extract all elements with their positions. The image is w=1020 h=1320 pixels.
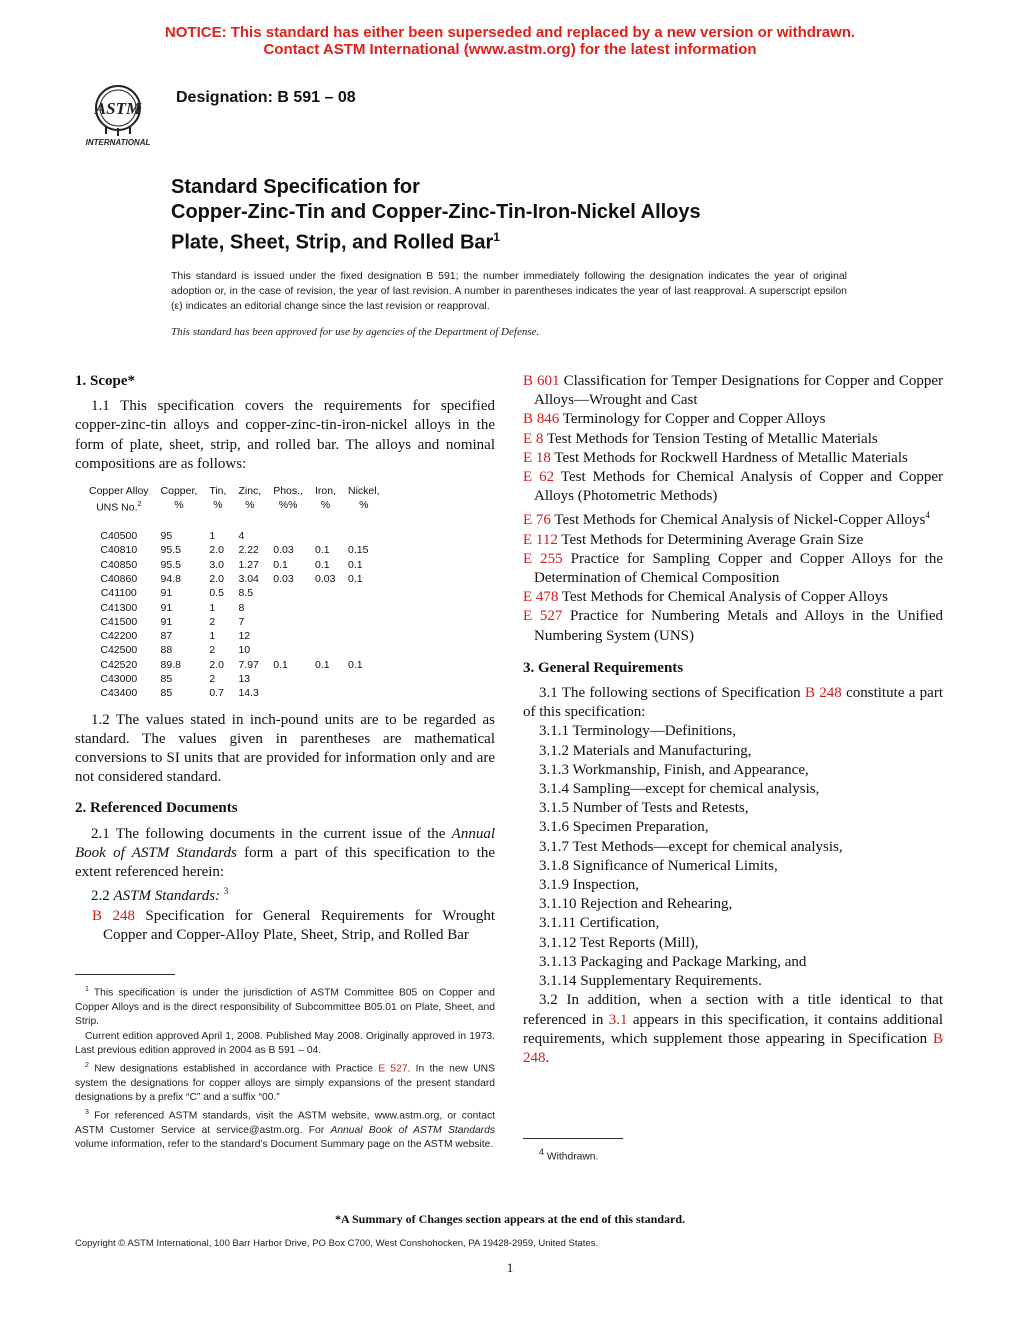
reference-link[interactable]: E 8 xyxy=(523,430,544,447)
table-cell: C41300 xyxy=(100,601,138,614)
footnote-rule xyxy=(75,974,175,975)
table-cell xyxy=(309,629,342,643)
general-heading: 3. General Requirements xyxy=(523,659,684,676)
column-header xyxy=(83,484,155,515)
footnote-mark: 1 xyxy=(85,986,89,993)
footnote-mark: 4 xyxy=(539,1147,545,1157)
table-cell: C42520 xyxy=(100,658,138,671)
column-header xyxy=(342,484,386,515)
scope-paragraph-1-2: 1.2 The values stated in inch-pound units are to be regarded as standard. The values given in parentheses are mathematical conversions to SI units that are provided for information only and are not considered standard. xyxy=(75,711,495,786)
reference-title: Test Methods for Chemical Analysis of Copper Alloys xyxy=(558,589,888,606)
text-span: Withdrawn. xyxy=(544,1151,599,1163)
general-paragraph-3-2 xyxy=(523,991,943,1068)
table-cell: 91 xyxy=(160,601,173,614)
right-column xyxy=(523,372,943,1068)
notice-line-1: NOTICE: This standard has either been superseded and replaced by a new version or withdrawn. xyxy=(164,24,856,41)
reference-link[interactable]: E 527 xyxy=(378,1063,408,1075)
header-line: Copper Alloy xyxy=(89,485,149,498)
column-header xyxy=(267,484,309,515)
title-line-2: Copper-Zinc-Tin and Copper-Zinc-Tin-Iron-Nickel Alloys xyxy=(171,201,701,223)
list-item: 3.1.3 Workmanship, Finish, and Appearance, xyxy=(539,761,809,778)
table-cell: C43400 xyxy=(100,687,138,700)
text-span: 3.2 In addition, when a section with a title identical to that referenced in xyxy=(523,992,943,1028)
table-row xyxy=(83,686,386,700)
reference-title: Test Methods for Chemical Analysis of Copper and Copper Alloys (Photometric Methods) xyxy=(534,469,943,505)
table-cell: 1 xyxy=(209,630,216,643)
table-cell: 2.0 xyxy=(209,573,224,585)
footnote-2 xyxy=(75,1059,495,1106)
table-cell: 91 xyxy=(160,587,173,600)
table-cell: 2.22 xyxy=(238,544,259,557)
footnotes xyxy=(75,974,495,1153)
table-cell xyxy=(267,686,309,700)
table-cell: 2.0 xyxy=(209,658,224,671)
table-body xyxy=(83,515,386,701)
reference-title: Test Methods for Determining Average Grain Size xyxy=(557,531,864,548)
text-span: For referenced ASTM standards, visit the ASTM website, www.astm.org, or contact ASTM Customer Service at service@astm.org. For xyxy=(75,1110,495,1136)
reference-title: Test Methods for Tension Testing of Metallic Materials xyxy=(543,430,878,447)
table-cell xyxy=(309,601,342,615)
reference-link[interactable]: E 255 xyxy=(523,550,563,567)
list-item: 3.1.2 Materials and Manufacturing, xyxy=(539,742,752,759)
table-cell: 0.1 xyxy=(348,558,363,571)
table-cell xyxy=(342,586,386,600)
reference-title: Specification for General Requirements for Wrought Copper and Copper-Alloy Plate, Sheet, Strip, and Rolled Bar xyxy=(103,907,495,943)
reference-list-right xyxy=(523,372,943,646)
list-item: 3.1.11 Certification, xyxy=(539,915,660,932)
table-cell: C42500 xyxy=(100,644,138,657)
list-item: 3.1.9 Inspection, xyxy=(539,877,639,894)
list-item: 3.1.4 Sampling—except for chemical analysis, xyxy=(539,781,820,798)
footnote-mark: 2 xyxy=(85,1061,89,1069)
table-cell: 1.27 xyxy=(238,558,259,571)
table-cell xyxy=(309,529,342,543)
footnote-mark: 4 xyxy=(925,510,930,521)
title-footnote-mark: 1 xyxy=(493,230,500,244)
table-cell xyxy=(267,601,309,615)
footnote-mark: 3 xyxy=(223,886,229,897)
table-cell: 3.0 xyxy=(209,558,224,571)
astm-logo-icon xyxy=(76,76,160,148)
text-span: . xyxy=(545,1049,550,1066)
footnote-mark: 2 xyxy=(137,501,142,509)
page-number: 1 xyxy=(506,1260,514,1275)
title-line-1: Standard Specification for xyxy=(171,176,420,198)
table-row xyxy=(83,543,386,557)
dod-approval-note: This standard has been approved for use by agencies of the Department of Defense. xyxy=(171,326,540,338)
footnote-1 xyxy=(75,983,495,1030)
header-line: Nickel, xyxy=(348,485,380,498)
table-row xyxy=(83,529,386,543)
table-cell: 0.03 xyxy=(273,573,294,585)
header-line: % xyxy=(359,499,369,512)
table-cell: 0.1 xyxy=(315,544,330,557)
footnote-3 xyxy=(75,1106,495,1153)
reference-link[interactable]: E 478 xyxy=(523,589,559,606)
header-line: Phos., xyxy=(273,485,303,498)
table-cell: 0.1 xyxy=(348,573,363,585)
reference-item xyxy=(523,531,943,550)
table-cell: C40500 xyxy=(100,530,138,543)
reference-item xyxy=(523,468,943,506)
title-line-3: Plate, Sheet, Strip, and Rolled Bar xyxy=(171,231,494,254)
table-cell: 0.7 xyxy=(209,687,224,700)
table-cell: C41100 xyxy=(100,587,137,600)
table-cell xyxy=(267,672,309,686)
general-paragraph-3-1 xyxy=(523,684,943,722)
alloy-composition-table xyxy=(83,484,386,701)
list-item: 3.1.1 Terminology—Definitions, xyxy=(539,723,736,740)
table-cell: 14.3 xyxy=(238,687,259,700)
header-line: Tin, xyxy=(209,485,227,498)
text-span: This specification is under the jurisdiction of ASTM Committee B05 on Copper and Copper Alloys and is the direct responsibility of Subcommittee B05.01 on Plate, Sheet, and Strip. xyxy=(75,987,495,1028)
table-cell: 89.8 xyxy=(160,658,181,671)
table-row xyxy=(83,615,386,629)
reference-title: Test Methods for Rockwell Hardness of Metallic Materials xyxy=(550,449,908,466)
refdocs-heading: 2. Referenced Documents xyxy=(75,800,238,817)
section-link[interactable]: 3.1 xyxy=(608,1011,628,1028)
table-cell: 2.0 xyxy=(209,544,224,557)
table-cell: 2 xyxy=(209,615,216,628)
header-line: %% xyxy=(278,499,298,512)
list-item: 3.1.14 Supplementary Requirements. xyxy=(539,973,762,990)
table-cell xyxy=(267,529,309,543)
table-cell: C42200 xyxy=(100,630,138,643)
table-cell: 2 xyxy=(209,644,216,657)
text-span: 2.1 The following documents in the current issue of the xyxy=(91,825,452,842)
table-cell: 91 xyxy=(160,615,173,628)
table-cell xyxy=(342,643,386,657)
left-column xyxy=(75,372,495,945)
reference-title: Practice for Numbering Metals and Alloys in the Unified Numbering System (UNS) xyxy=(534,608,943,644)
table-cell: 87 xyxy=(160,630,173,643)
table-cell: C40860 xyxy=(100,573,138,585)
copyright: Copyright © ASTM International, 100 Barr Harbor Drive, PO Box C700, West Conshohocken, PA 19428-2959, United States. xyxy=(75,1238,599,1249)
table-cell: 0.03 xyxy=(315,573,336,585)
text-span: 3.1 The following sections of Specification xyxy=(539,685,805,702)
header-line: Iron, xyxy=(315,485,337,498)
header-line: % xyxy=(174,499,184,512)
table-cell: 0.1 xyxy=(315,658,330,671)
table-row xyxy=(83,629,386,643)
table-cell: 10 xyxy=(238,644,251,657)
italic-span: Annual Book of ASTM Standards xyxy=(330,1124,495,1136)
reference-link[interactable]: E 112 xyxy=(523,531,558,548)
reference-link[interactable]: B 248 xyxy=(523,1030,943,1066)
reference-item xyxy=(523,449,943,468)
table-cell: 95 xyxy=(160,530,173,543)
reference-link[interactable]: B 846 xyxy=(523,411,560,428)
header-line: Copper, xyxy=(160,485,198,498)
table-cell: 94.8 xyxy=(160,573,181,585)
table-cell xyxy=(267,586,309,600)
table-cell: 95.5 xyxy=(160,558,181,571)
table-cell: C43000 xyxy=(100,673,138,686)
list-item: 3.1.6 Specimen Preparation, xyxy=(539,819,709,836)
table-cell xyxy=(309,586,342,600)
list-item: 3.1.10 Rejection and Rehearing, xyxy=(539,896,733,913)
reference-link[interactable]: B 601 xyxy=(523,373,560,389)
reference-title: Classification for Temper Designations for Copper and Copper Alloys—Wrought and Cast xyxy=(534,373,943,409)
table-cell: C40850 xyxy=(100,558,138,571)
table-row xyxy=(83,643,386,657)
column-header xyxy=(155,484,204,515)
reference-list-left xyxy=(75,907,495,945)
table-cell: 8 xyxy=(238,601,245,614)
table-row xyxy=(83,658,386,672)
reference-item xyxy=(523,607,943,645)
table-cell: 13 xyxy=(238,673,251,686)
table-cell xyxy=(309,615,342,629)
list-item: 3.1.7 Test Methods—except for chemical analysis, xyxy=(539,838,843,855)
reference-title: Practice for Sampling Copper and Copper Alloys for the Determination of Chemical Composition xyxy=(534,550,943,587)
table-cell xyxy=(342,629,386,643)
table-cell: 0.1 xyxy=(315,558,330,571)
text-span: New designations established in accordance with Practice xyxy=(88,1063,379,1075)
header-line: % xyxy=(245,499,255,512)
table-cell: 0.1 xyxy=(273,658,288,671)
reference-link[interactable]: B 248 xyxy=(804,685,842,702)
table-cell: 12 xyxy=(238,630,251,643)
header-line: Zinc, xyxy=(238,485,262,498)
table-header-row xyxy=(83,484,386,515)
table-cell: 85 xyxy=(160,673,173,686)
notice-line-2: Contact ASTM International (www.astm.org) for the latest information xyxy=(263,41,757,58)
table-row xyxy=(83,601,386,615)
table-cell: C40810 xyxy=(100,544,138,557)
table-cell xyxy=(342,601,386,615)
table-cell: 85 xyxy=(160,687,173,700)
table-cell xyxy=(342,529,386,543)
logo-subtext: INTERNATIONAL xyxy=(85,138,151,147)
reference-link[interactable]: E 527 xyxy=(523,608,563,625)
table-row xyxy=(83,558,386,572)
table-cell: 88 xyxy=(160,644,173,657)
table-cell: 3.04 xyxy=(238,573,259,585)
text-span: appears in this specification, it contains additional requirements, which supplement those appearing in Specification xyxy=(523,1011,943,1047)
table-row xyxy=(83,572,386,586)
table-cell: 7.97 xyxy=(238,658,259,671)
document-title xyxy=(171,175,701,256)
column-header xyxy=(232,484,267,515)
text-span: form a part of this specification to the extent referenced herein: xyxy=(75,844,495,881)
superseded-notice xyxy=(0,24,1020,58)
reference-item xyxy=(523,550,943,588)
text-span: . In the new UNS system the designations for copper alloys are simply expansions of the present standard designations by a prefix “C” and a suffix “00.” xyxy=(75,1063,495,1104)
table-cell xyxy=(267,643,309,657)
reference-link[interactable]: E 18 xyxy=(523,449,551,466)
footnote-4 xyxy=(523,1138,623,1162)
list-item: 3.1.8 Significance of Numerical Limits, xyxy=(539,857,778,874)
reference-item xyxy=(523,430,943,449)
issue-note: This standard is issued under the fixed designation B 591; the number immediately following the designation indicates the year of original adoption or, in the case of revision, the year of last revision. A number in parentheses indicates the year of last reapproval. A superscript epsilon (ε) indicates an editorial change since the last revision or reapproval. xyxy=(171,270,847,312)
scope-paragraph-1-1: 1.1 This specification covers the requirements for specified copper-zinc-tin alloys and copper-zinc-tin-iron-nickel alloys in the form of plate, sheet, strip, and rolled bar. The alloys and nominal compositions are as follows: xyxy=(75,398,495,472)
table-cell: 1 xyxy=(209,601,216,614)
reference-title: Terminology for Copper and Copper Alloys xyxy=(559,411,826,428)
list-item: 3.1.13 Packaging and Package Marking, and xyxy=(539,953,807,970)
reference-item xyxy=(523,506,943,530)
scope-heading: 1. Scope* xyxy=(75,373,135,389)
text-span: constitute a part of this specification: xyxy=(523,685,943,721)
italic-span: ASTM Standards: xyxy=(113,888,221,905)
table-cell xyxy=(267,615,309,629)
table-cell: 0.15 xyxy=(348,544,369,557)
table-cell xyxy=(309,643,342,657)
summary-of-changes-note: *A Summary of Changes section appears at the end of this standard. xyxy=(334,1212,686,1226)
reference-link[interactable]: E 76 xyxy=(523,512,551,529)
table-cell xyxy=(309,686,342,700)
reference-title: Test Methods for Chemical Analysis of Nickel-Copper Alloys xyxy=(550,512,926,529)
reference-item xyxy=(75,907,495,945)
table-cell: 95.5 xyxy=(160,544,181,557)
table-cell: 4 xyxy=(238,530,245,543)
table-cell: 0.1 xyxy=(348,658,363,671)
footnote-rule xyxy=(523,1138,623,1139)
table-cell: 0.1 xyxy=(273,558,288,571)
table-cell xyxy=(342,615,386,629)
header-line: % xyxy=(213,499,223,512)
requirements-list xyxy=(523,722,943,991)
table-cell: 1 xyxy=(209,530,216,543)
italic-span: Annual Book of ASTM Standards xyxy=(75,825,495,861)
list-item: 3.1.12 Test Reports (Mill), xyxy=(539,934,699,951)
table-cell: C41500 xyxy=(100,615,138,628)
table-spacer-row xyxy=(83,515,386,529)
table-cell: 8.5 xyxy=(238,587,254,600)
reference-item xyxy=(523,372,943,410)
reference-link[interactable]: B 248 xyxy=(92,907,135,924)
refdocs-paragraph-2-1 xyxy=(75,825,495,883)
text-span: 2.2 xyxy=(91,888,114,905)
table-cell: 0.5 xyxy=(209,587,224,600)
designation: Designation: B 591 – 08 xyxy=(176,89,356,106)
footnote-1b: Current edition approved April 1, 2008. Published May 2008. Originally approved in 1973. Last previous edition approved in 2004 as B 591 – 04. xyxy=(75,1030,495,1057)
list-item: 3.1.5 Number of Tests and Retests, xyxy=(539,800,749,817)
refdocs-paragraph-2-2 xyxy=(75,882,495,906)
logo-text: ASTM xyxy=(94,99,142,118)
text-span: volume information, refer to the standard’s Document Summary page on the ASTM website. xyxy=(75,1139,494,1151)
column-header xyxy=(309,484,342,515)
table-cell xyxy=(342,672,386,686)
table-cell: 2 xyxy=(209,673,216,686)
header-line: % xyxy=(320,499,331,512)
table-row xyxy=(83,672,386,686)
table-cell xyxy=(342,686,386,700)
table-cell xyxy=(309,672,342,686)
table-row xyxy=(83,586,386,600)
header-line: UNS No. xyxy=(96,501,138,514)
footnote-mark: 3 xyxy=(85,1108,89,1116)
reference-item xyxy=(523,588,943,607)
table-cell xyxy=(267,629,309,643)
reference-link[interactable]: E 62 xyxy=(523,469,555,486)
reference-item xyxy=(523,410,943,429)
table-cell: 7 xyxy=(238,615,245,628)
table-cell: 0.03 xyxy=(273,544,294,557)
column-header xyxy=(203,484,232,515)
